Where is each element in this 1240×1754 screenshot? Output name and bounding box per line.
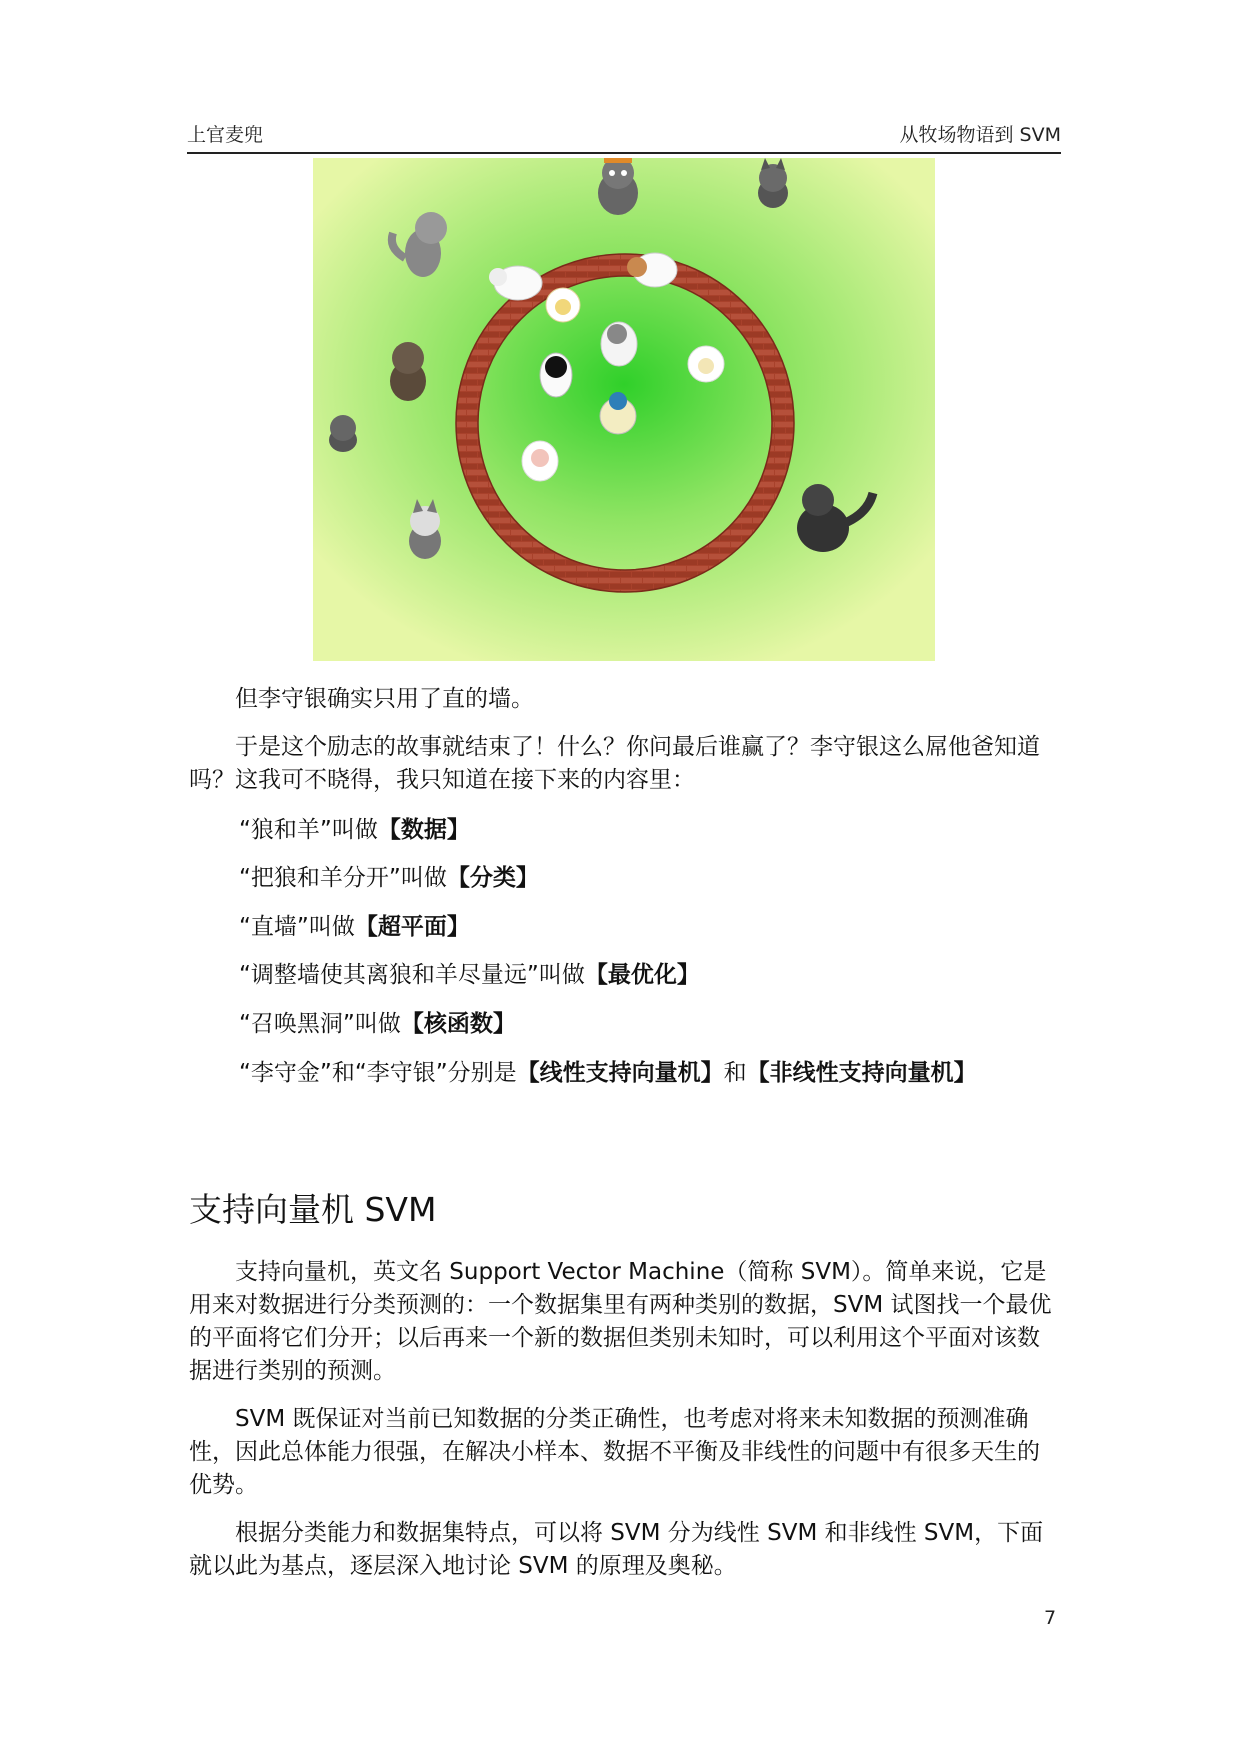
page-header: [187, 118, 1061, 154]
paragraph: 根据分类能力和数据集特点，可以将 SVM 分为线性 SVM 和非线性 SVM，下面就以此为基点，逐层深入地讨论 SVM 的原理及奥秘。: [189, 1520, 1044, 1579]
section-title: 支持向量机 SVM: [189, 1190, 437, 1229]
sheep-icon: [522, 441, 558, 481]
wolf-icon: [598, 158, 638, 215]
sheep-icon: [688, 346, 724, 382]
sheep-icon: [601, 322, 637, 366]
wolf-icon: [390, 342, 426, 401]
paragraph: 于是这个励志的故事就结束了！什么？你问最后谁赢了？李守银这么屌他爸知道吗？这我可不晓得，我只知道在接下来的内容里：: [189, 734, 1040, 793]
wolf-icon: [758, 158, 788, 208]
list-item: “直墙”叫做【超平面】: [239, 914, 470, 940]
paragraph: SVM 既保证对当前已知数据的分类正确性，也考虑对将来未知数据的预测准确性，因此总体能力很强，在解决小样本、数据不平衡及非线性的问题中有很多天生的优势。: [189, 1406, 1040, 1498]
header-author: 上官麦兜: [187, 124, 264, 146]
list-item: “狼和羊”叫做【数据】: [239, 817, 470, 843]
sheep-icon: [546, 288, 580, 322]
list-item: “调整墙使其离狼和羊尽量远”叫做【最优化】: [239, 962, 700, 988]
paragraph: 支持向量机，英文名 Support Vector Machine（简称 SVM）。简单来说，它是用来对数据进行分类预测的：一个数据集里有两种类别的数据，SVM 试图找一个最优的平面将它们分开；以后再来一个新的数据但类别未知时，可以利用这个平面对该数据进行类别的预测。: [189, 1259, 1052, 1384]
page-number: 7: [1044, 1607, 1057, 1629]
paragraph: 但李守银确实只用了直的墙。: [235, 686, 534, 712]
list-item: “把狼和羊分开”叫做【分类】: [239, 865, 539, 891]
list-item: “李守金”和“李守银”分别是【线性支持向量机】和【非线性支持向量机】: [239, 1060, 977, 1086]
sheep-wolf-illustration: [313, 158, 935, 661]
wolf-icon: [329, 415, 357, 452]
header-title: 从牧场物语到 SVM: [899, 124, 1061, 146]
sheep-icon: [540, 353, 572, 397]
list-item: “召唤黑洞”叫做【核函数】: [239, 1011, 516, 1037]
